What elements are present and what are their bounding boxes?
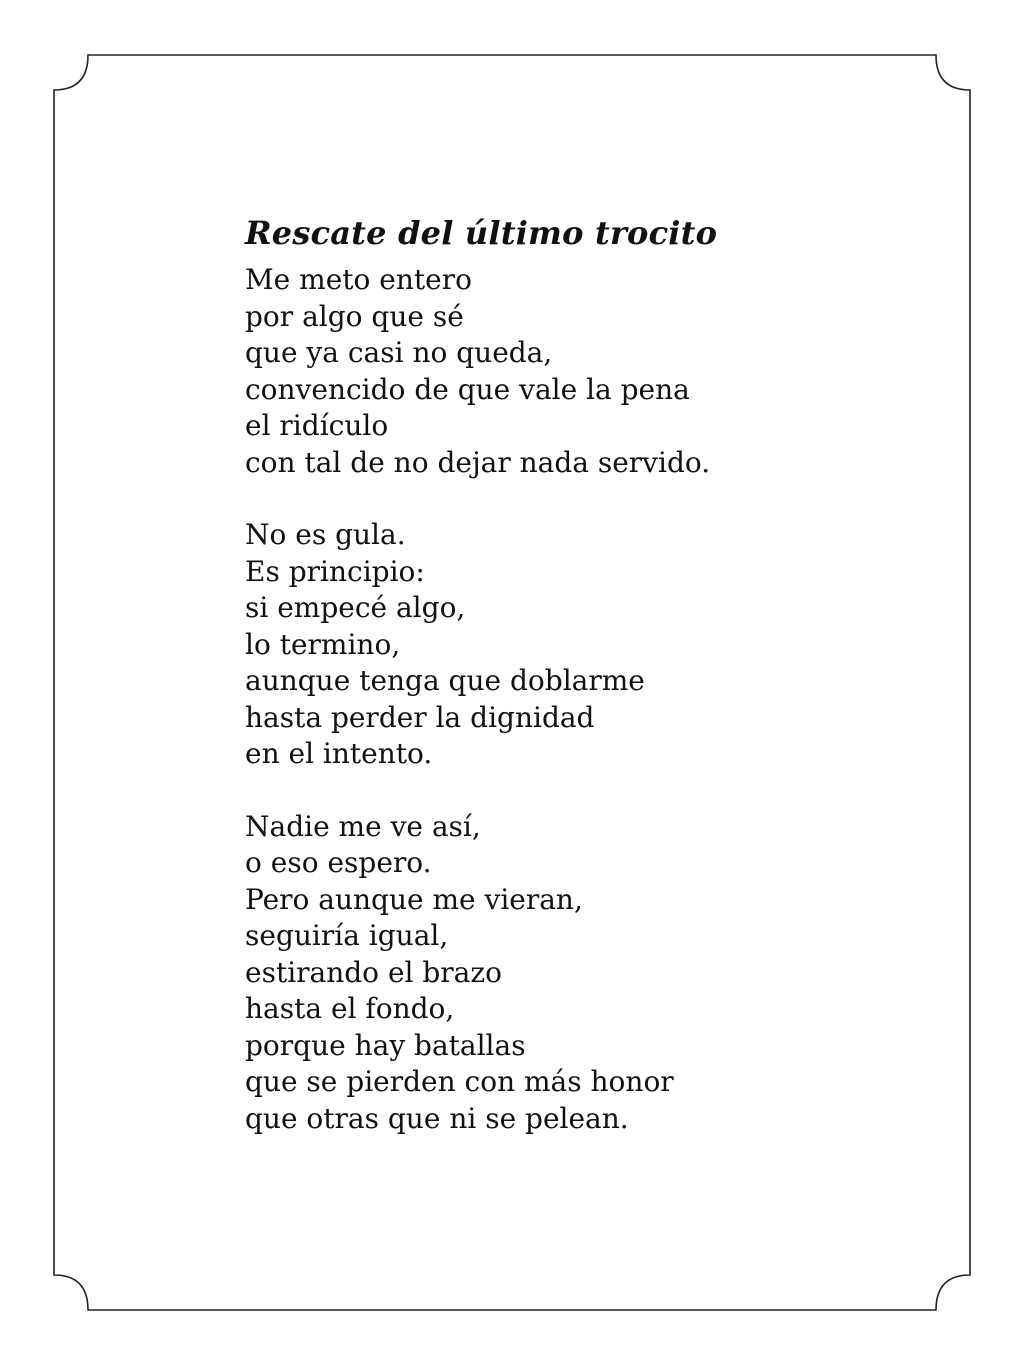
poem-line: aunque tenga que doblarme <box>245 664 645 697</box>
poem <box>245 210 945 1173</box>
poem-line: por algo que sé <box>245 299 464 333</box>
poem-line: que se pierden con más honor <box>245 1065 674 1098</box>
poem-line: que ya casi no queda, <box>245 336 553 369</box>
poem-line: en el intento. <box>245 737 433 770</box>
poem-line: No es gula. <box>245 518 406 551</box>
poem-line: porque hay batallas <box>245 1028 526 1062</box>
stanza-3 <box>245 809 945 1138</box>
poem-line: hasta perder la dignidad <box>245 700 595 734</box>
poem-line: que otras que ni se pelean. <box>245 1101 629 1135</box>
poem-line: con tal de no dejar nada servido. <box>245 445 711 479</box>
poem-line: hasta el fondo, <box>245 992 455 1025</box>
poem-line: lo termino, <box>245 627 401 661</box>
poem-line: seguiría igual, <box>245 919 449 952</box>
stanza-1 <box>245 262 945 481</box>
poem-line: Es principio: <box>245 554 425 588</box>
poem-line: estirando el brazo <box>245 955 502 989</box>
poem-line: o eso espero. <box>245 846 432 879</box>
stanza-2 <box>245 517 945 773</box>
poem-line: si empecé algo, <box>245 591 466 624</box>
poem-line: el ridículo <box>245 409 389 442</box>
poem-line: Pero aunque me vieran, <box>245 882 583 916</box>
poem-title: Rescate del último trocito <box>245 214 718 252</box>
poem-line: Nadie me ve así, <box>245 809 481 843</box>
poem-line: Me meto entero <box>245 263 472 296</box>
poem-line: convencido de que vale la pena <box>245 372 690 406</box>
